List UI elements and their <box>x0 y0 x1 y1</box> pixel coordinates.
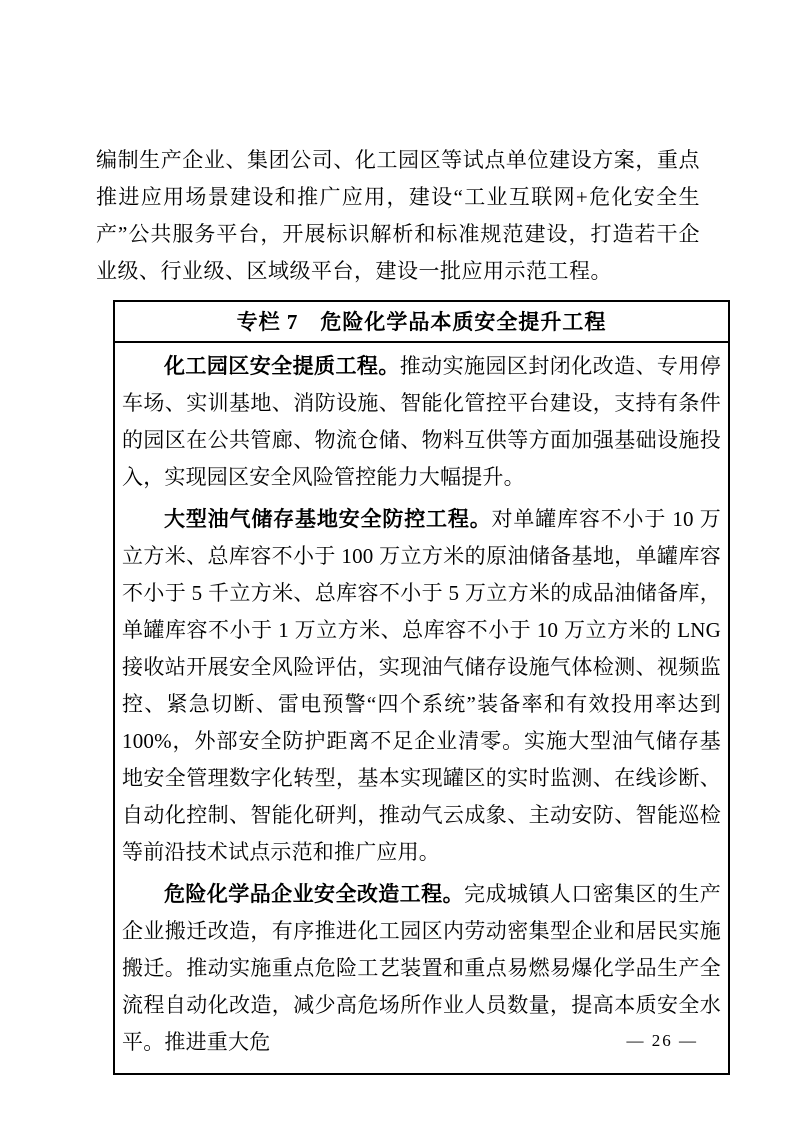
box-title: 专栏 7 危险化学品本质安全提升工程 <box>115 302 728 343</box>
paragraph-2-lead: 大型油气储存基地安全防控工程。 <box>164 507 492 531</box>
column-7-box <box>113 300 730 1075</box>
paragraph-1-body: 推动实施园区封闭化改造、专用停车场、实训基地、消防设施、智能化管控平台建设，支持有条件的园区在公共管廊、物流仓储、物料互供等方面加强基础设施投入，实现园区安全风险管控能力大幅提升。 <box>122 354 721 489</box>
paragraph-3-lead: 危险化学品企业安全改造工程。 <box>164 882 465 906</box>
box-body <box>115 343 728 1073</box>
page-number: — 26 — <box>626 1031 698 1050</box>
box-paragraph-1 <box>122 348 721 496</box>
intro-paragraph: 编制生产企业、集团公司、化工园区等试点单位建设方案，重点推进应用场景建设和推广应用，建设“工业互联网+危化安全生产”公共服务平台，开展标识解析和标准规范建设，打造若干企业级、行业级、区域级平台，建设一批应用示范工程。 <box>96 148 700 283</box>
paragraph-3-body: 完成城镇人口密集区的生产企业搬迁改造，有序推进化工园区内劳动密集型企业和居民实施搬迁。推动实施重点危险工艺装置和重点易燃易爆化学品生产全流程自动化改造，减少高危场所作业人员数量，提高本质安全水平。推进重大危 <box>122 882 721 1054</box>
paragraph-2-body: 对单罐库容不小于 10 万立方米、总库容不小于 100 万立方米的原油储备基地，单罐库容不小于 5 千立方米、总库容不小于 5 万立方米的成品油储备库，单罐库容不小于 1 万立方米、总库容不小于 10 万立方米的 LNG 接收站开展安全风险评估，实现油气储存设施气体检测、视频监控、紧急切断、雷电预警“四个系统”装备率和有效投用率达到 100%，外部安全防护距离不足企业清零。实施大型油气储存基地安全管理数字化转型，基本实现罐区的实时监测、在线诊断、自动化控制、智能化研判，推动气云成象、主动安防、智能巡检等前沿技术试点示范和推广应用。 <box>122 507 722 864</box>
box-paragraph-2 <box>122 501 721 871</box>
paragraph-1-lead: 化工园区安全提质工程。 <box>164 354 400 378</box>
